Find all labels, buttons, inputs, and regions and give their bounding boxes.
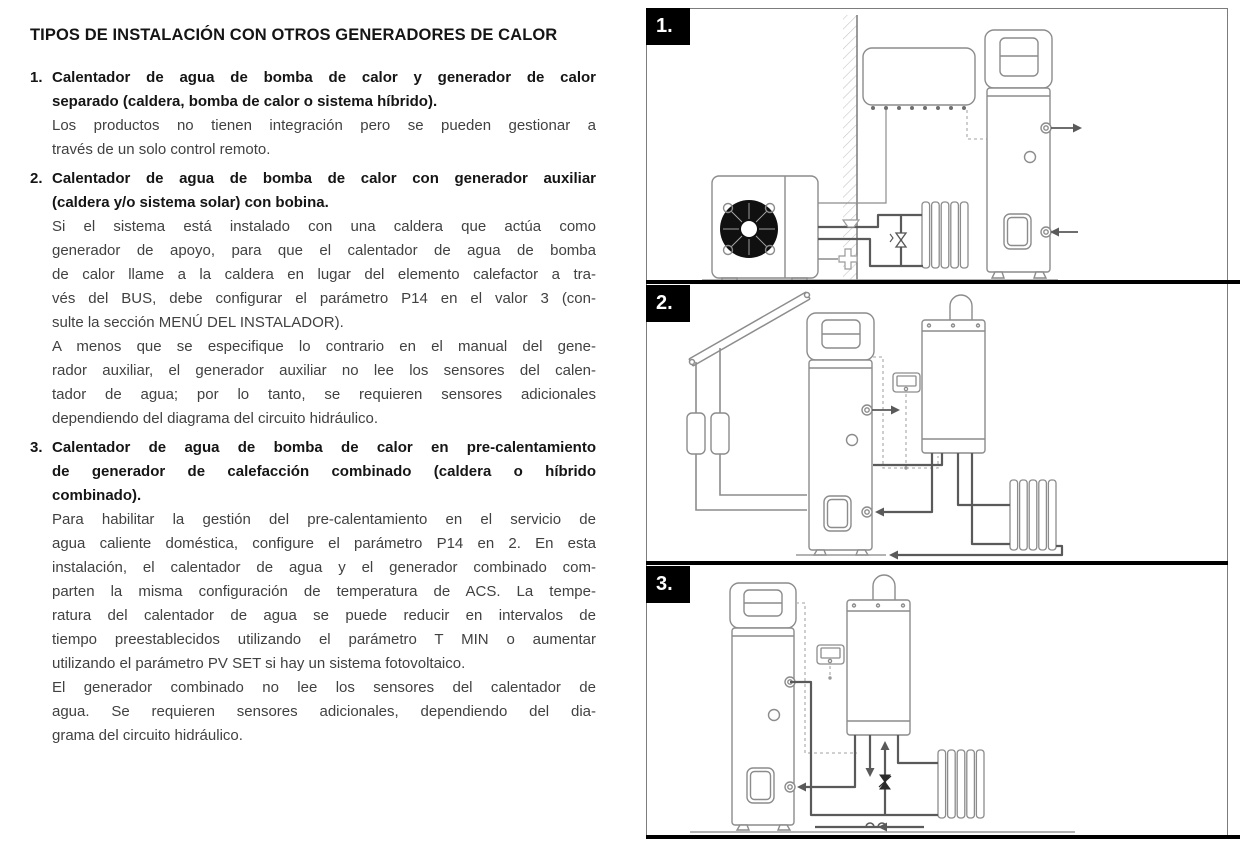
text-line: través de un solo control remoto. xyxy=(52,141,271,158)
text-line: Calentador de agua de bomba de calor en pre-calentamiento xyxy=(52,439,596,456)
text-line: instalación, el calentador de agua y el generador combinado com- xyxy=(52,559,596,576)
remote-control xyxy=(893,373,920,392)
tank-sensor xyxy=(769,710,780,721)
tank-sensor xyxy=(847,435,858,446)
text-line: de generador de calefacción combinado (caldera o híbrido xyxy=(52,463,596,480)
radiator xyxy=(922,202,968,268)
text-line: grama del circuito hidráulico. xyxy=(52,727,243,744)
item-heading xyxy=(52,436,596,508)
text-line: agua caliente doméstica, configure el parámetro P14 en 2. En esta xyxy=(52,535,596,552)
panel-label-1: 1. xyxy=(646,8,690,45)
water-heater-tank xyxy=(730,583,796,830)
item-number: 3. xyxy=(30,439,43,456)
text-line: parten la misma configuración de temperatura de ACS. La tempe- xyxy=(52,583,596,600)
radiator xyxy=(938,750,984,818)
item-heading xyxy=(52,66,596,114)
boiler xyxy=(847,575,910,735)
remote-control xyxy=(817,645,844,664)
solar-collector xyxy=(689,292,810,366)
flow-arrows xyxy=(872,406,900,560)
drain-fitting xyxy=(818,249,857,269)
list-item-1 xyxy=(30,66,596,162)
item-paragraph xyxy=(52,508,596,676)
flow-arrows xyxy=(1050,124,1082,237)
control-box xyxy=(863,48,975,110)
radiator xyxy=(1010,480,1056,550)
flue xyxy=(950,295,972,320)
text-line: Calentador de agua de bomba de calor con generador auxiliar xyxy=(52,170,596,187)
heat-pump-outdoor-unit xyxy=(712,176,818,282)
text-line: agua. Se requieren sensores adicionales, dependiendo del dia- xyxy=(52,703,596,720)
diagram-installation-type-3 xyxy=(646,563,1228,838)
item-paragraph xyxy=(52,676,596,748)
text-line: utilizando el parámetro PV SET si hay un sistema fotovoltaico. xyxy=(52,655,466,672)
text-line: separado (caldera, bomba de calor o sistema híbrido). xyxy=(52,93,438,110)
text-line: Si el sistema está instalado con una caldera que actúa como xyxy=(52,218,596,235)
item-paragraph xyxy=(52,114,596,162)
water-heater-tank xyxy=(985,30,1052,278)
wire-node xyxy=(904,466,907,469)
wall xyxy=(843,15,857,280)
page-title: TIPOS DE INSTALACIÓN CON OTROS GENERADORES DE CALOR xyxy=(30,26,558,44)
boiler xyxy=(922,295,985,453)
diagram-installation-type-2 xyxy=(646,282,1228,563)
panel-separator xyxy=(646,280,1240,284)
text-line: rador auxiliar, el generador auxiliar no lee los sensores del calen- xyxy=(52,362,596,379)
panel-separator xyxy=(646,835,1240,839)
item-number: 2. xyxy=(30,170,43,187)
panel-label-2: 2. xyxy=(646,285,690,322)
item-heading xyxy=(52,167,596,215)
valve-icon xyxy=(890,233,906,247)
text-line: (caldera y/o sistema solar) con bobina. xyxy=(52,194,329,211)
expansion-vessels xyxy=(687,413,729,454)
text-line: Calentador de agua de bomba de calor y generador de calor xyxy=(52,69,596,86)
item-paragraph xyxy=(52,335,596,431)
diagram-installation-type-1 xyxy=(646,8,1228,282)
text-line: sulte la sección MENÚ DEL INSTALADOR). xyxy=(52,314,344,331)
text-line: ratura del calentador de agua se puede reducir en intervalos de xyxy=(52,607,596,624)
text-line: Para habilitar la gestión del pre-calentamiento en el servicio de xyxy=(52,511,596,528)
text-line: Los productos no tienen integración pero se pueden gestionar a xyxy=(52,117,596,134)
text-line: tiempo preestablecidos utilizando el parámetro T MIN o aumentar xyxy=(52,631,596,648)
text-line: vés del BUS, debe configurar el parámetro P14 en el valor 3 (con- xyxy=(52,290,596,307)
text-line: dependiendo del diagrama del circuito hidráulico. xyxy=(52,410,379,427)
text-line: de calor llame a la caldera en lugar del elemento calefactor a tra- xyxy=(52,266,596,283)
panel-label-3: 3. xyxy=(646,566,690,603)
text-line: A menos que se especifique lo contrario en el manual del gene- xyxy=(52,338,596,355)
instruction-text-column xyxy=(30,26,596,748)
item-paragraph xyxy=(52,215,596,335)
valve-icon xyxy=(879,775,891,789)
list-item-3 xyxy=(30,436,596,748)
tank-sensor xyxy=(1025,152,1036,163)
text-line: tador de agua; por lo tanto, se requieren sensores adicionales xyxy=(52,386,596,403)
text-line: generador de apoyo, para que el calentador de agua de bomba xyxy=(52,242,596,259)
text-line: El generador combinado no lee los sensores del calentador de xyxy=(52,679,596,696)
panel-separator xyxy=(646,561,1228,565)
wire-node xyxy=(828,676,831,679)
list-item-2 xyxy=(30,167,596,431)
item-number: 1. xyxy=(30,69,43,86)
text-line: combinado). xyxy=(52,487,142,504)
water-heater-tank xyxy=(807,313,874,555)
flue xyxy=(873,575,895,600)
terminal-pins xyxy=(871,106,966,110)
